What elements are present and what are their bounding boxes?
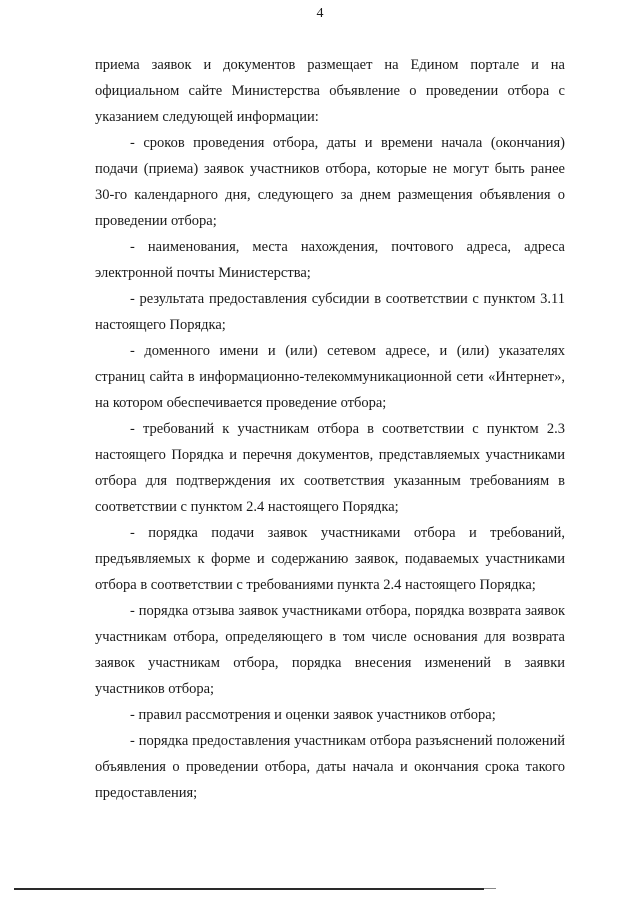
paragraph-intro: приема заявок и документов размещает на Едином портале и на официальном сайте Министерства объявление о проведении отбора с указанием следующей информации: <box>95 57 565 125</box>
list-item: - правил рассмотрения и оценки заявок участников отбора; <box>130 707 496 723</box>
page-bottom-rule-tail <box>484 888 496 889</box>
page-bottom-rule <box>14 888 484 890</box>
list-item: - доменного имени и (или) сетевом адресе, и (или) указателях страниц сайта в информационно-телекоммуникационной сети «Интернет», на котором обеспечивается проведение отбора; <box>95 343 565 411</box>
list-item: - порядка предоставления участникам отбора разъяснений положений объявления о проведении отбора, даты начала и окончания срока такого предоставления; <box>95 733 565 801</box>
page-number: 4 <box>316 6 324 21</box>
document-body <box>95 52 565 806</box>
list-item: - порядка подачи заявок участниками отбора и требований, предъявляемых к форме и содержанию заявок, подаваемых участниками отбора в соответствии с требованиями пункта 2.4 настоящего Порядка; <box>95 525 565 593</box>
list-item: - наименования, места нахождения, почтового адреса, адреса электронной почты Министерства; <box>95 239 565 281</box>
list-item: - сроков проведения отбора, даты и времени начала (окончания) подачи (приема) заявок участников отбора, которые не могут быть ранее 30-го календарного дня, следующего за днем размещения объявления о проведении отбора; <box>95 135 565 229</box>
list-item: - порядка отзыва заявок участниками отбора, порядка возврата заявок участникам отбора, определяющего в том числе основания для возврата заявок участникам отбора, порядка внесения изменений в заявки участников отбора; <box>95 603 565 697</box>
list-item: - результата предоставления субсидии в соответствии с пунктом 3.11 настоящего Порядка; <box>95 291 565 333</box>
list-item: - требований к участникам отбора в соответствии с пунктом 2.3 настоящего Порядка и перечня документов, представляемых участниками отбора для подтверждения их соответствия указанным требованиям в соответствии с пунктом 2.4 настоящего Порядка; <box>95 421 565 515</box>
